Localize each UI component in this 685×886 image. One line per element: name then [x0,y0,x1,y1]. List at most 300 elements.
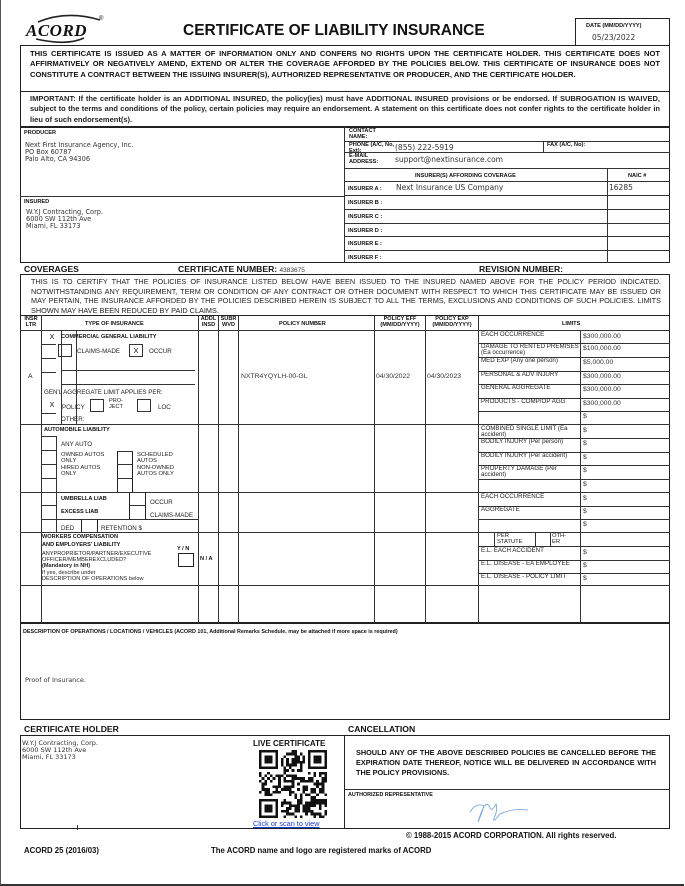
qr-module [259,780,262,783]
qr-module [289,807,292,810]
qr-module [313,783,316,786]
workers-title-1: WORKERS COMPENSATION [42,534,119,540]
qr-module [305,794,308,797]
limit-value: $ [583,495,587,502]
insurer-a-label: INSURER A : [348,186,382,192]
qr-module [319,783,322,786]
qr-module [324,810,327,813]
qr-module [294,753,297,756]
qr-module [278,780,281,783]
qr-module [305,810,308,813]
qr-module [303,758,306,761]
live-certificate-link[interactable]: Click or scan to view [253,819,320,828]
qr-module [319,774,322,777]
qr-module [270,794,273,797]
limit-value: $ [583,440,587,447]
limit-value: $ [583,481,587,488]
workers-text [42,551,182,582]
date-label: DATE (MM/DD/YYYY) [586,23,642,29]
naic-header: NAIC # [628,173,647,179]
workers-line-1: ANYPROPRIETOR/PARTNER/EXECUTIVE [42,551,152,557]
qr-module [273,785,276,788]
qr-module [283,769,286,772]
qr-module [311,788,314,791]
qr-module [313,791,316,794]
insurer-a-naic: 16285 [609,183,633,192]
project-checkbox[interactable] [90,399,104,412]
qr-module [292,813,295,816]
qr-module [300,799,303,802]
qr-module [294,815,297,818]
qr-module [289,780,292,783]
qr-module [305,807,308,810]
qr-module [262,783,265,786]
insured-address [26,209,103,230]
copyright: © 1988-2015 ACORD CORPORATION. All rights reserved. [406,831,617,840]
qr-module [303,804,306,807]
qr-module [305,788,308,791]
col-divider [218,315,219,623]
qr-module [308,810,311,813]
scheduled-autos-checkbox[interactable] [117,451,133,492]
qr-module [303,791,306,794]
registered-mark: ® [99,16,104,22]
statute-divider [550,532,551,546]
qr-module [270,780,273,783]
qr-module [292,774,295,777]
qr-module [311,796,314,799]
qr-module [311,780,314,783]
auto-row-line [41,436,56,437]
qr-module [303,788,306,791]
qr-module [305,802,308,805]
auto-row-line [117,464,133,465]
important-text [30,94,660,125]
limit-value: $ [583,562,587,569]
qr-module [294,807,297,810]
qr-module [286,807,289,810]
qr-module [322,799,325,802]
qr-module [322,785,325,788]
qr-module [283,815,286,818]
col-policy-eff: POLICY EFF (MM/DD/YYYY) [380,316,420,328]
qr-module [289,774,292,777]
gl-checkbox[interactable]: X [49,332,55,341]
col-insr-ltr: INSR LTR [24,316,38,328]
col-divider [238,315,239,623]
qr-module [319,815,322,818]
qr-module [308,780,311,783]
other-label: OTHER: [61,416,85,423]
qr-module [286,774,289,777]
qr-module [313,755,321,763]
qr-module [283,777,286,780]
qr-module [289,802,292,805]
qr-module [297,758,300,761]
workers-line-4: If yes, describe under [42,569,96,576]
qr-module [297,761,300,764]
producer-address [25,142,133,163]
qr-module [267,788,270,791]
limit-label: GENERAL AGGREGATE [481,384,551,391]
phone-divider [344,152,670,153]
qr-module [305,813,308,816]
gl-insurer-letter: A [28,373,33,380]
qr-code-icon[interactable] [259,749,327,819]
cancellation-title: CANCELLATION [348,724,416,734]
qr-module [286,802,289,805]
workers-line-2: OFFICER/MEMBEREXCLUDED? [42,557,127,564]
qr-module [316,780,319,783]
qr-module [289,766,292,769]
qr-module [319,788,322,791]
limit-value: $ [583,508,587,515]
qr-module [262,785,265,788]
qr-module [297,810,300,813]
limit-label: PROPERTY DAMAGE (Per accident) [481,465,557,478]
col-divider [425,315,426,623]
qr-module [313,815,316,818]
qr-module [294,804,297,807]
claims-made-checkbox[interactable] [58,344,72,357]
phone-value: (855) 222-5919 [395,143,454,152]
qr-module [300,794,303,797]
qr-module [311,802,314,805]
phone-label: PHONE (A/C, No, Ext): [349,142,395,154]
description-value[interactable]: Proof of Insurance. [25,676,86,684]
qr-module [286,753,289,756]
email-value: support@nextinsurance.com [395,155,503,164]
qr-module [289,804,292,807]
qr-module [300,764,303,767]
qr-module [319,772,322,775]
col-subr: SUBR WVD [220,316,237,328]
insurer-e-label: INSURER E : [348,241,382,247]
qr-module [324,799,327,802]
policy-checkbox[interactable]: X [49,400,55,409]
qr-module [319,799,322,802]
page-title: CERTIFICATE OF LIABILITY INSURANCE [183,22,485,39]
qr-module [308,807,311,810]
qr-module [313,799,316,802]
auto-row-line [117,451,133,452]
limit-value: $300,000.00 [583,400,621,407]
qr-module [292,750,295,753]
auth-rep-divider [344,789,670,790]
qr-module [294,774,297,777]
insured-city: Miami, FL 33173 [26,222,81,230]
limit-value: $ [583,413,587,420]
qr-module [300,815,303,818]
limit-value: $300,000.00 [583,333,621,340]
non-owned-autos-label: NON-OWNED AUTOS ONLY [137,465,175,478]
limit-label: E.L. EACH ACCIDENT [481,547,544,554]
coverages-title: COVERAGES [24,264,79,274]
statute-divider [494,532,495,546]
qr-module [322,777,325,780]
qr-module [289,753,292,756]
cancellation-text: SHOULD ANY OF THE ABOVE DESCRIBED POLICIES BE CANCELLED BEFORE THE EXPIRATION DATE THEREOF, NOTICE WILL BE DELIVERED IN ACCORDANCE WITH THE POLICY PROVISIONS. [356,748,656,777]
qr-module [297,799,300,802]
qr-module [264,794,267,797]
qr-module [267,794,270,797]
hired-autos-label: HIRED AUTOS ONLY [61,465,101,478]
qr-module [264,755,272,763]
qr-module [294,750,297,753]
qr-module [300,769,303,772]
qr-module [292,761,295,764]
gl-policy-exp: 04/30/2023 [427,373,462,380]
producer-name: Next First Insurance Agency, Inc. [25,141,134,149]
gen-agg-label: GEN'L AGGREGATE LIMIT APPLIES PER: [44,389,163,396]
umbrella-label: UMBRELLA LIAB [61,496,107,502]
insurer-row-line [344,250,670,251]
gl-title: COMMERCIAL GENERAL LIABILITY [61,334,157,340]
insured-address-line: 6000 SW 112th Ave [26,215,92,223]
qr-module [305,780,308,783]
description-label: DESCRIPTION OF OPERATIONS / LOCATIONS / VEHICLES (ACORD 101, Additional Remarks Schedule, may be attached if more space is required) [23,629,398,635]
qr-module [324,774,327,777]
col-addl: ADDL INSD [200,316,217,328]
qr-module [292,780,295,783]
qr-module [300,780,303,783]
holder-address-line: 6000 SW 112th Ave [22,746,87,754]
qr-module [278,785,281,788]
qr-module [297,807,300,810]
qr-module [313,804,316,807]
qr-module [262,788,265,791]
qr-module [297,802,300,805]
qr-module [316,802,319,805]
limit-label: EACH OCCURRENCE [481,493,545,500]
qr-module [300,761,303,764]
qr-module [300,777,303,780]
workers-line-5: DESCRIPTION OF OPERATIONS below [42,575,144,582]
qr-module [281,804,284,807]
any-auto-label: ANY AUTO [61,441,93,448]
qr-module [283,772,286,775]
qr-module [264,774,267,777]
qr-module [264,791,267,794]
excess-label: EXCESS LIAB [61,509,99,515]
qr-module [303,777,306,780]
workers-na: N / A [200,556,213,562]
occur-checkbox[interactable]: X [129,344,143,357]
limit-value: $ [583,467,587,474]
qr-module [322,815,325,818]
qr-module [270,774,273,777]
col-divider [198,315,199,623]
qr-module [313,772,316,775]
qr-module [324,802,327,805]
section-divider [20,424,670,425]
limit-row-line [478,479,670,480]
qr-module [283,810,286,813]
holder-address [22,740,98,761]
limit-label: MED EXP (Any one person) [481,357,558,364]
qr-module [292,783,295,786]
qr-module [324,804,327,807]
insurer-row-line [344,181,670,182]
fax-divider [543,141,544,152]
col-limits: LIMITS [562,321,581,327]
qr-module [316,785,319,788]
qr-module [283,766,286,769]
section-divider [20,585,670,586]
qr-module [281,758,284,761]
qr-module [275,788,278,791]
description-box [20,623,670,720]
qr-module [292,804,295,807]
coverage-statement-box [20,274,670,315]
limit-value: $ [583,575,587,582]
insured-name: W.Y.J Contracting, Corp. [26,208,104,216]
limit-value: $ [583,521,587,528]
qr-module [278,783,281,786]
limit-value: $ [583,427,587,434]
gl-row-line [41,344,56,345]
qr-module [264,780,267,783]
col-divider [374,315,375,623]
qr-module [316,813,319,816]
qr-module [316,783,319,786]
qr-module [278,774,281,777]
holder-city: Miami, FL 33173 [22,753,76,761]
umb-check-divider [56,492,57,532]
qr-module [283,802,286,805]
section-divider [20,492,670,493]
qr-module [300,753,303,756]
important-text-1: IMPORTANT: If the certificate holder is an [30,94,185,103]
statute-row-line [478,546,670,547]
limit-label: BODILY INJURY (Per accident) [481,452,568,459]
authorized-representative-label: AUTHORIZED REPRESENTATIVE [348,792,433,798]
important-box [20,92,670,127]
gl-row-line [41,358,56,359]
auto-title: AUTOMOBILE LIABILITY [44,427,110,433]
qr-module [289,813,292,816]
auto-row-line [41,478,56,479]
qr-module [281,761,284,764]
qr-module [308,794,311,797]
qr-module [292,791,295,794]
qr-module [275,774,278,777]
insurer-d-label: INSURER D : [348,228,383,234]
live-certificate-label: LIVE CERTIFICATE [253,739,326,748]
umbrella-occur-label: OCCUR [150,499,173,506]
insurer-c-label: INSURER C : [348,214,383,220]
insurers-header: INSURER(S) AFFORDING COVERAGE [415,173,516,179]
qr-module [294,758,297,761]
qr-module [322,802,325,805]
acord-logo [22,12,107,44]
qr-module [311,813,314,816]
qr-module [292,777,295,780]
qr-module [294,761,297,764]
email-label: E-MAIL ADDRESS: [349,153,379,165]
occur-label: OCCUR [149,348,172,355]
qr-module [283,799,286,802]
qr-module [308,777,311,780]
qr-module [289,764,292,767]
gl-blank-line [61,370,195,371]
qr-module [267,772,270,775]
qr-module [324,777,327,780]
limit-label: AGGREGATE [481,506,520,513]
qr-module [313,802,316,805]
qr-module [303,761,306,764]
auto-row-line [41,450,56,451]
qr-module [297,777,300,780]
qr-module [297,783,300,786]
workers-title-2: AND EMPLOYERS' LIABILITY [42,542,121,548]
qr-module [286,813,289,816]
qr-module [286,780,289,783]
important-text-2b: ADDITIONAL INSURED [365,94,449,103]
limit-label: EACH OCCURRENCE [481,331,545,338]
auto-row-line [117,478,133,479]
ded-checkbox[interactable] [81,519,98,532]
producer-city: Palo Alto, CA 94306 [25,155,91,163]
limit-value: $100,000.00 [583,345,621,352]
qr-module [305,804,308,807]
certificate-holder-title: CERTIFICATE HOLDER [24,724,119,734]
producer-label: PRODUCER [24,130,57,136]
qr-module [286,769,289,772]
insurer-f-label: INSURER F : [348,255,382,261]
loc-checkbox[interactable] [137,399,151,412]
tick-mark [77,825,78,830]
ded-label: DED [61,525,75,532]
qr-module [286,785,289,788]
col-policy-number: POLICY NUMBER [279,321,326,327]
date-box [575,18,670,45]
disclaimer-text: THIS CERTIFICATE IS ISSUED AS A MATTER OF INFORMATION ONLY AND CONFERS NO RIGHTS UPON THE CERTIFICATE HOLDER. THIS CERTIFICATE DOES NOT AFFIRMATIVELY OR NEGATIVELY AMEND, EXTEND OR ALTER THE COVERAGE AFFORDED BY THE POLICIES BELOW. THIS CERTIFICATE OF INSURANCE DOES NOT CONSTITUTE A CONTRACT BETWEEN THE ISSUING INSURER(S), AUTHORIZED REPRESENTATIVE OR PRODUCER, AND THE CERTIFICATE HOLDER. [30,49,660,79]
qr-module [319,807,322,810]
loc-label: LOC [158,404,171,411]
certificate-number [178,264,305,274]
important-text-3b: SUBROGATION IS WAIVED [559,94,658,103]
qr-module [289,791,292,794]
qr-module [289,794,292,797]
qr-module [305,785,308,788]
qr-module [297,769,300,772]
limit-value: $300,000.00 [583,386,621,393]
qr-module [303,785,306,788]
qr-module [316,799,319,802]
col-divider [580,330,581,623]
qr-module [281,764,284,767]
insurer-b-label: INSURER B : [348,200,383,206]
qr-module [292,758,295,761]
auto-row-line [41,464,56,465]
limit-value: $ [583,549,587,556]
qr-module [264,804,272,812]
gl-row-line [41,372,56,373]
scheduled-autos-label: SCHEDULED AUTOS [137,452,173,465]
umb-row-line [41,519,198,520]
qr-module [273,777,276,780]
qr-module [297,755,300,758]
claims-made-label: CLAIMS-MADE [77,348,120,355]
qr-module [294,764,297,767]
qr-module [264,788,267,791]
qr-module [281,774,284,777]
certificate-number-label: CERTIFICATE NUMBER: [178,264,278,274]
policy-label: POLICY [62,404,85,411]
workers-line-3: (Mandatory in NH) [42,563,91,570]
qr-module [262,777,265,780]
